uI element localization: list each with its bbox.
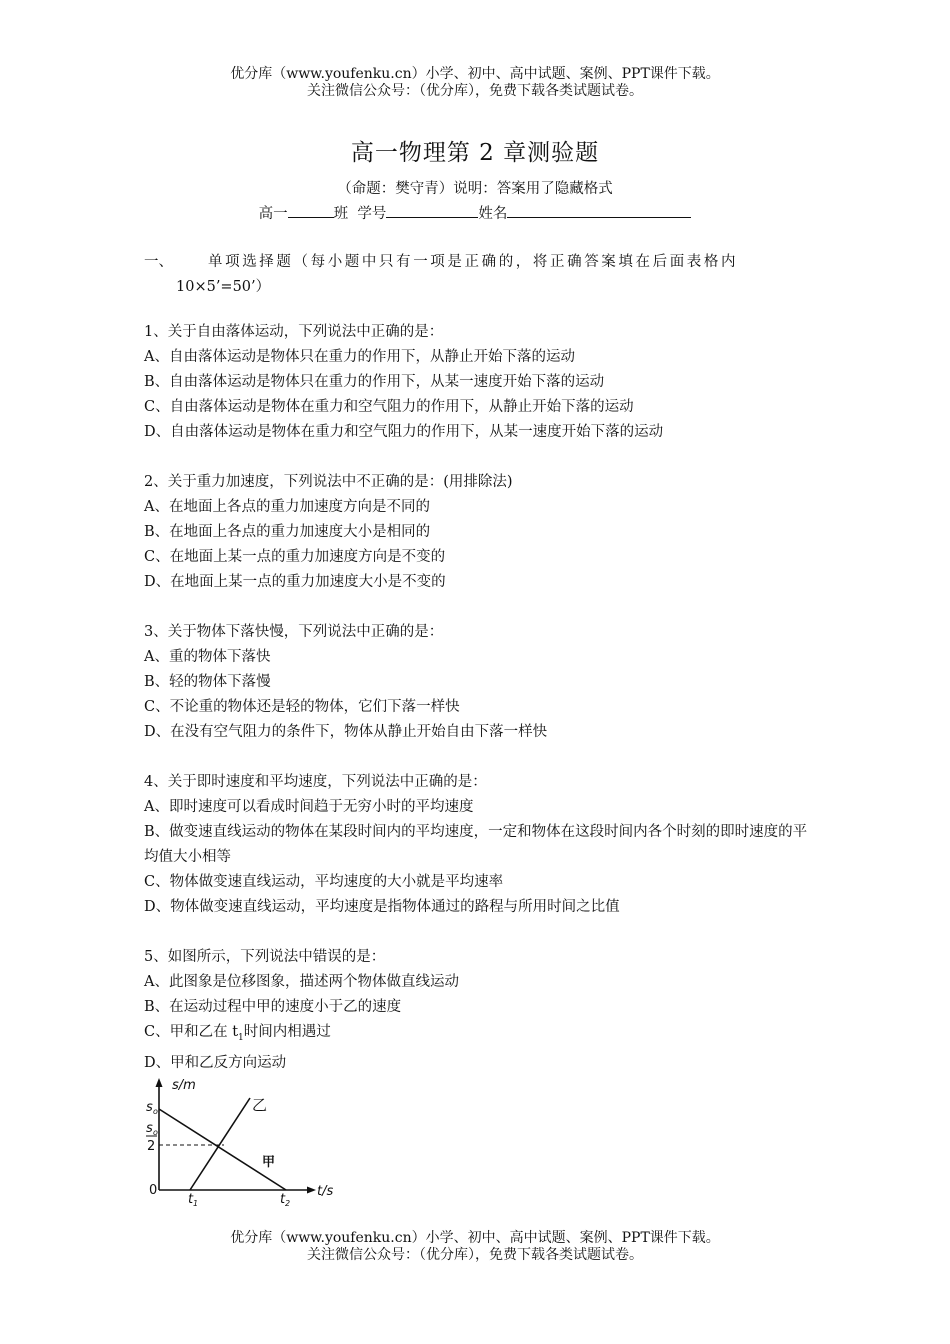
section-text: 单项选择题（每小题中只有一项是正确的，将正确答案填在后面表格内: [208, 254, 739, 270]
option-c: C、物体做变速直线运动，平均速度的大小就是平均速率: [144, 874, 504, 890]
page-title: 高一物理第 2 章测验题: [350, 140, 600, 166]
option-c-text: C、甲和乙在 t: [144, 1024, 239, 1040]
question-5: [144, 945, 814, 1076]
page-header: [0, 66, 950, 100]
option-c-sub: 1: [238, 1032, 244, 1043]
option-d: D、在地面上某一点的重力加速度大小是不变的: [144, 574, 446, 590]
option-a: A、重的物体下落快: [144, 649, 271, 665]
half-s0-sub: o: [153, 1128, 158, 1137]
option-a: A、在地面上各点的重力加速度方向是不同的: [144, 499, 430, 515]
class-blank[interactable]: [288, 203, 334, 218]
section-score: 10×5’=50’）: [176, 279, 271, 295]
s0-sub: o: [153, 1107, 158, 1116]
section-heading: [144, 250, 809, 300]
option-c: [144, 1020, 814, 1051]
x-axis-label: t/s: [317, 1184, 334, 1199]
question-stem: 1、关于自由落体运动，下列说法中正确的是：: [144, 324, 444, 340]
option-a: A、此图象是位移图象，描述两个物体做直线运动: [144, 974, 459, 990]
student-info-line: [0, 202, 950, 223]
question-stem: 4、关于即时速度和平均速度，下列说法中正确的是：: [144, 774, 487, 790]
option-b: B、做变速直线运动的物体在某段时间内的平均速度，一定和物体在这段时间内各个时刻的即时速度的平均值大小相等: [144, 824, 808, 865]
option-c-text-end: 时间内相遇过: [243, 1024, 331, 1040]
origin-label: 0: [149, 1183, 158, 1198]
jia-label: 甲: [262, 1155, 276, 1170]
footer-line-1: 优分库（www.youfenku.cn）小学、初中、高中试题、案例、PPT课件下载。: [230, 1230, 720, 1246]
t1-label: t: [188, 1192, 194, 1207]
header-line-2: 关注微信公众号：（优分库），免费下载各类试题试卷。: [307, 83, 643, 99]
sid-label: 学号: [357, 206, 387, 222]
option-d: D、在没有空气阻力的条件下，物体从静止开始自由下落一样快: [144, 724, 548, 740]
option-b: B、自由落体运动是物体只在重力的作用下，从某一速度开始下落的运动: [144, 374, 605, 390]
y-axis-arrow: [156, 1078, 163, 1087]
question-3: [144, 620, 814, 745]
section-number: 一、: [144, 254, 173, 270]
half-denominator: 2: [147, 1139, 156, 1154]
question-stem: 5、如图所示，下列说法中错误的是：: [144, 949, 386, 965]
name-label: 姓名: [478, 206, 508, 222]
footer-line-2: 关注微信公众号：（优分库），免费下载各类试题试卷。: [307, 1247, 643, 1263]
page-footer: [0, 1230, 950, 1264]
jia-line: [159, 1109, 286, 1190]
grade-label: 高一: [258, 206, 288, 222]
question-4: [144, 770, 814, 920]
half-s0-label: s: [146, 1121, 153, 1136]
t2-label: t: [280, 1192, 286, 1207]
option-b: B、轻的物体下落慢: [144, 674, 271, 690]
option-b: B、在地面上各点的重力加速度大小是相同的: [144, 524, 431, 540]
name-blank[interactable]: [507, 203, 691, 218]
option-a: A、即时速度可以看成时间趋于无穷小时的平均速度: [144, 799, 474, 815]
option-c: C、在地面上某一点的重力加速度方向是不变的: [144, 549, 446, 565]
t1-sub: 1: [193, 1199, 199, 1208]
yi-label: 乙: [252, 1096, 268, 1114]
option-a: A、自由落体运动是物体只在重力的作用下，从静止开始下落的运动: [144, 349, 575, 365]
author-note: （命题：樊守青）说明：答案用了隐藏格式: [337, 181, 613, 197]
option-c: C、自由落体运动是物体在重力和空气阻力的作用下，从静止开始下落的运动: [144, 399, 634, 415]
header-line-1: 优分库（www.youfenku.cn）小学、初中、高中试题、案例、PPT课件下载。: [230, 66, 720, 82]
class-label: 班: [333, 206, 349, 222]
x-axis-arrow: [307, 1187, 316, 1194]
sid-blank[interactable]: [386, 203, 478, 218]
figure-svg: [140, 1072, 340, 1208]
option-c: C、不论重的物体还是轻的物体，它们下落一样快: [144, 699, 460, 715]
option-d: D、自由落体运动是物体在重力和空气阻力的作用下，从某一速度开始下落的运动: [144, 424, 664, 440]
s0-label: s: [146, 1100, 153, 1115]
question-2: [144, 470, 814, 595]
option-b: B、在运动过程中甲的速度小于乙的速度: [144, 999, 402, 1015]
question-stem: 3、关于物体下落快慢，下列说法中正确的是：: [144, 624, 444, 640]
question-stem: 2、关于重力加速度，下列说法中不正确的是：(用排除法): [144, 474, 513, 490]
option-d: D、物体做变速直线运动，平均速度是指物体通过的路程与所用时间之比值: [144, 899, 620, 915]
t2-sub: 2: [285, 1199, 291, 1208]
questions: [144, 320, 814, 1076]
option-d: D、甲和乙反方向运动: [144, 1054, 287, 1071]
y-axis-label: s/m: [172, 1078, 196, 1093]
yi-line: [190, 1098, 250, 1190]
question-1: [144, 320, 814, 445]
displacement-time-figure: [140, 1072, 340, 1212]
